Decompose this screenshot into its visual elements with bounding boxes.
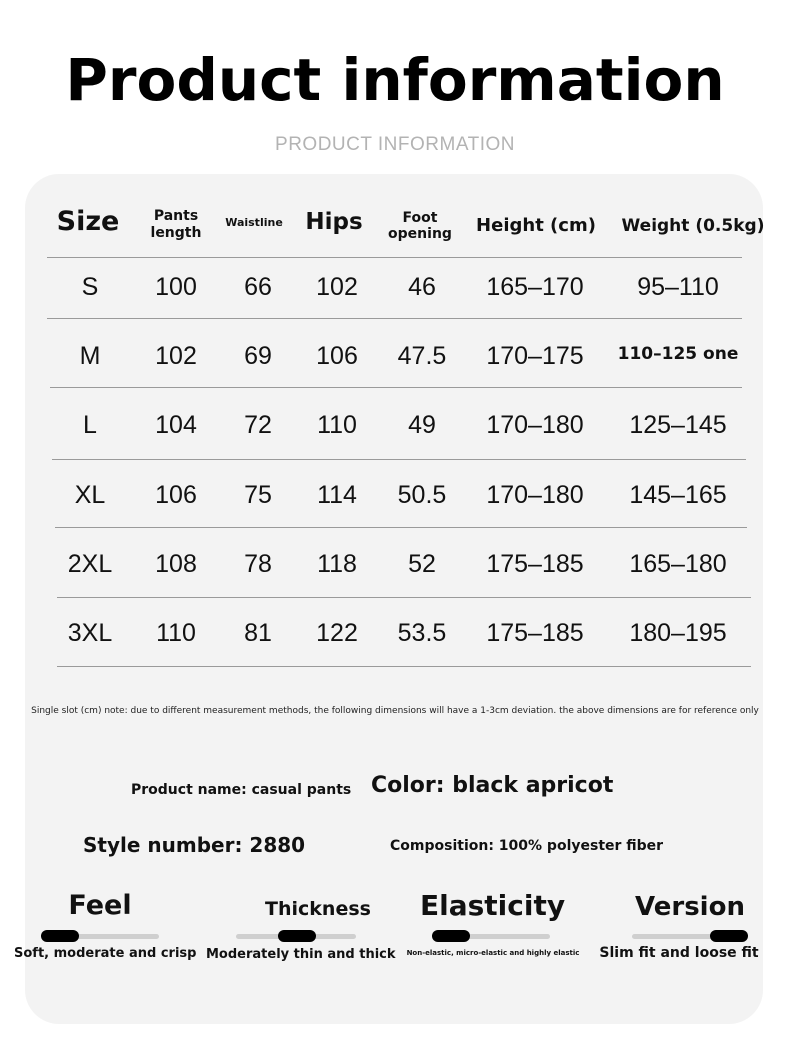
page-title: Product information [65,46,725,114]
header-pants-length-text: Pants length [150,208,202,241]
cell-hips: 106 [316,342,358,370]
measurement-note: Single slot (cm) note: due to different measurement methods, the following dimensions will have a 1-3cm deviation. the above dimensions are for reference only [31,706,759,716]
cell-waistline: 69 [244,342,272,370]
header-height: Height (cm) [476,215,596,236]
cell-waistline: 66 [244,273,272,301]
attribute-title: Thickness [265,898,371,920]
cell-pants-length: 104 [155,411,197,439]
product-name: Product name: casual pants [131,782,352,798]
cell-waistline: 72 [244,411,272,439]
cell-weight: 180–195 [629,619,727,647]
cell-size: M [79,342,101,370]
style-number: Style number: 2880 [83,833,306,857]
attribute-description: Moderately thin and thick [206,947,396,962]
cell-pants-length: 102 [155,342,197,370]
cell-pants-length: 106 [155,481,197,509]
cell-height: 170–180 [486,411,584,439]
table-rule [57,597,751,598]
cell-waistline: 81 [244,619,272,647]
cell-height: 165–170 [486,273,584,301]
cell-size: 2XL [67,550,113,578]
attribute-indicator [432,930,470,942]
attribute-description: Soft, moderate and crisp [14,946,197,961]
header-weight: Weight (0.5kg) [621,216,765,236]
header-hips: Hips [305,209,363,235]
table-rule [57,666,751,667]
product-color: Color: black apricot [371,773,614,798]
cell-foot-opening: 53.5 [397,619,447,647]
cell-pants-length: 100 [155,273,197,301]
cell-size: XL [74,481,106,509]
cell-hips: 102 [316,273,358,301]
cell-waistline: 75 [244,481,272,509]
attribute-indicator [710,930,748,942]
cell-height: 175–185 [486,619,584,647]
attribute-title: Version [635,892,745,922]
cell-waistline: 78 [244,550,272,578]
cell-pants-length: 108 [155,550,197,578]
cell-weight: 165–180 [629,550,727,578]
table-rule [52,459,746,460]
page-subtitle: PRODUCT INFORMATION [275,134,515,155]
header-waistline: Waistline [225,216,283,229]
table-rule [55,527,747,528]
table-rule [47,257,742,258]
cell-foot-opening: 49 [408,411,436,439]
attribute-indicator [41,930,79,942]
cell-foot-opening: 52 [408,550,436,578]
cell-size: 3XL [67,619,113,647]
header-size: Size [56,206,120,237]
attribute-description: Slim fit and loose fit [599,945,759,961]
cell-hips: 118 [317,550,357,578]
cell-foot-opening: 47.5 [397,342,447,370]
cell-weight: 95–110 [637,273,719,301]
header-pants-length [136,208,216,242]
cell-weight: 145–165 [629,481,727,509]
cell-weight: 110–125 one [617,344,739,364]
attribute-description: Non-elastic, micro-elastic and highly elastic [406,949,580,957]
composition: Composition: 100% polyester fiber [390,838,664,854]
cell-height: 175–185 [486,550,584,578]
cell-hips: 110 [317,411,357,439]
cell-pants-length: 110 [156,619,196,647]
table-rule [47,318,742,319]
table-rule [50,387,742,388]
attribute-title: Elasticity [420,889,566,922]
cell-hips: 122 [316,619,358,647]
attribute-title: Feel [68,890,132,921]
cell-hips: 114 [317,481,357,509]
cell-foot-opening: 46 [408,273,436,301]
cell-size: S [81,273,99,301]
cell-weight: 125–145 [629,411,727,439]
header-foot-opening-text: Foot opening [388,210,452,242]
cell-size: L [83,411,97,439]
cell-foot-opening: 50.5 [397,481,447,509]
header-foot-opening [380,210,460,242]
attribute-indicator [278,930,316,942]
cell-height: 170–180 [486,481,584,509]
cell-height: 170–175 [486,342,584,370]
